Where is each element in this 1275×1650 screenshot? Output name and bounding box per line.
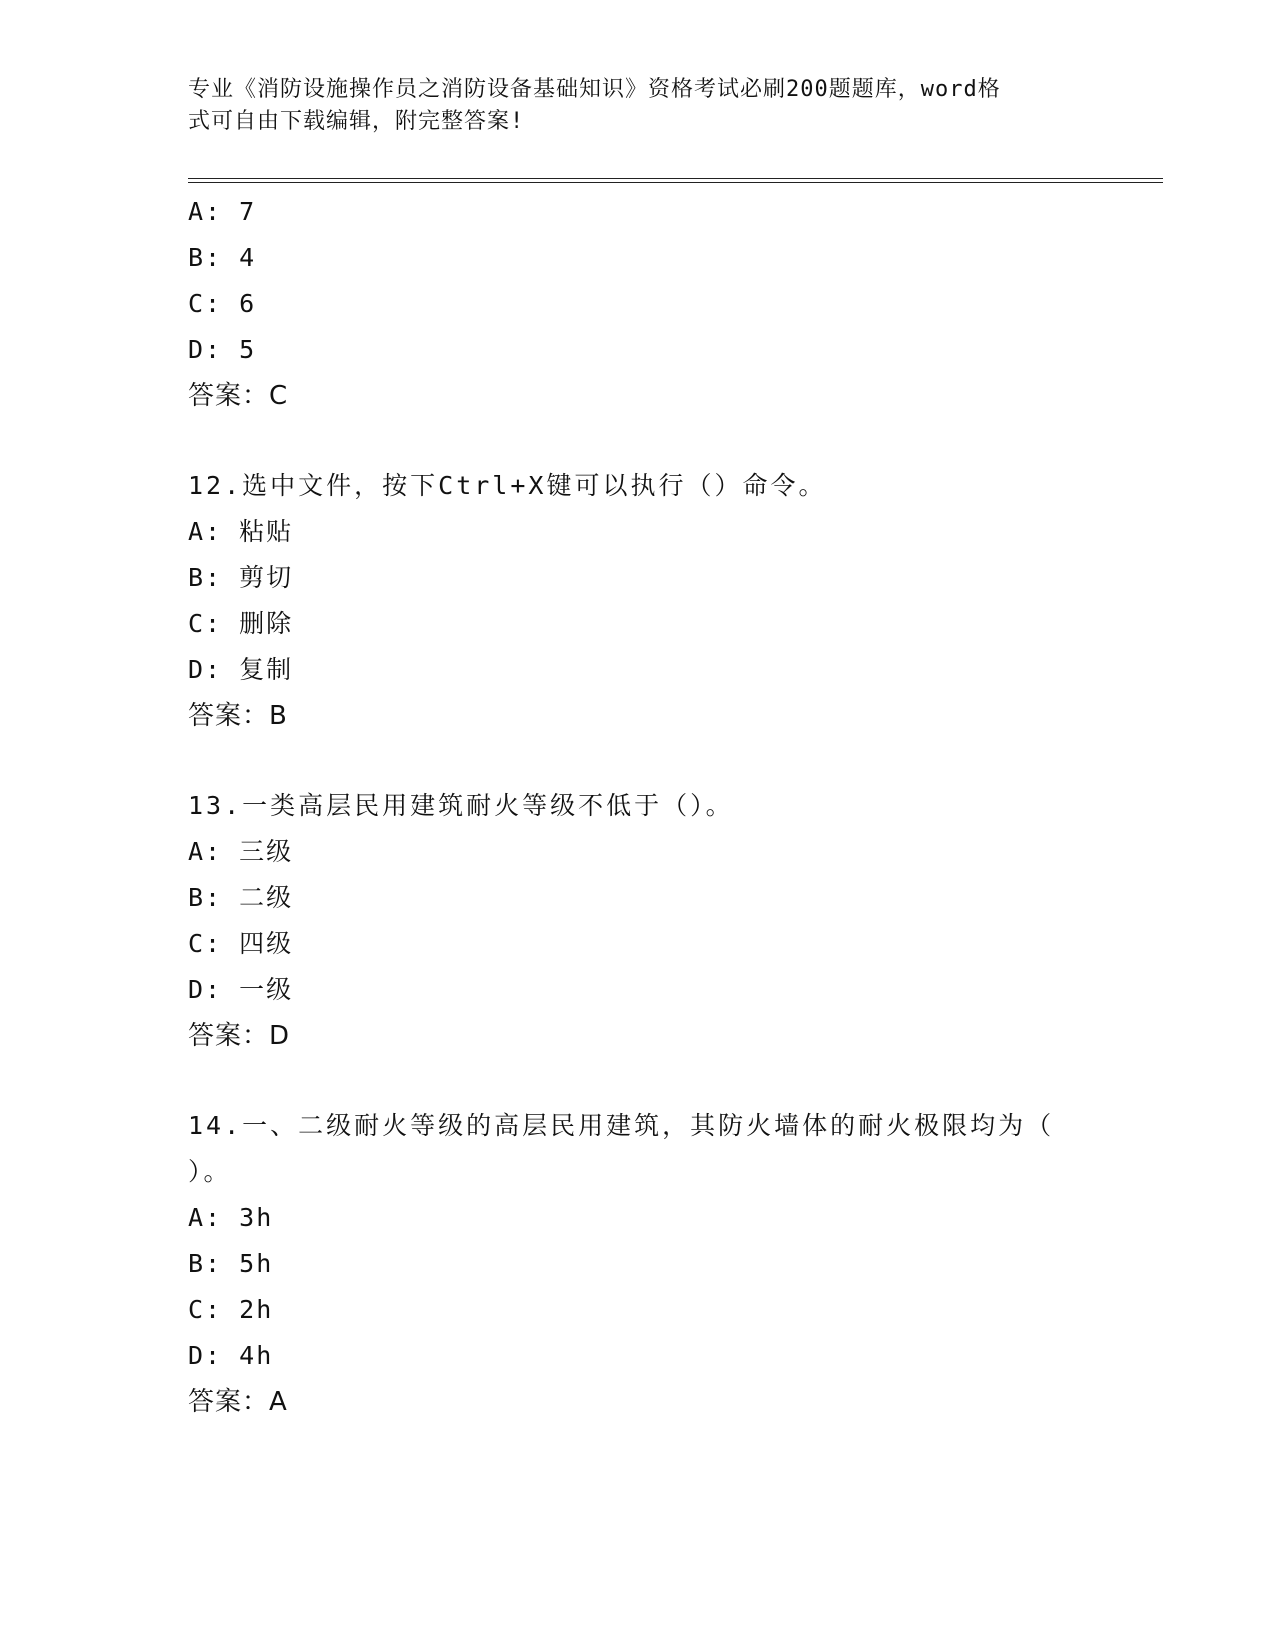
question-text: 13.一类高层民用建筑耐火等级不低于（）。 xyxy=(188,791,734,820)
answer-line: 答案：A xyxy=(188,1387,288,1417)
option-d: D: 复制 xyxy=(188,655,294,684)
option-d: D: 5 xyxy=(188,335,257,364)
header-double-rule xyxy=(188,178,1163,183)
option-c: C: 2h xyxy=(188,1295,274,1324)
header-line-1: 专业《消防设施操作员之消防设备基础知识》资格考试必刷200题题库，word格 xyxy=(188,77,1001,102)
option-c: C: 四级 xyxy=(188,929,294,958)
question-fragment xyxy=(188,189,1088,419)
answer-line: 答案：C xyxy=(188,381,289,411)
answer-line: 答案：D xyxy=(188,1021,291,1051)
option-b: B: 4 xyxy=(188,243,257,272)
question-text: 12.选中文件，按下Ctrl+X键可以执行（）命令。 xyxy=(188,471,827,500)
question-13 xyxy=(188,783,1088,1059)
option-d: D: 4h xyxy=(188,1341,274,1370)
option-c: C: 删除 xyxy=(188,609,294,638)
option-b: B: 剪切 xyxy=(188,563,294,592)
option-a: A: 三级 xyxy=(188,837,294,866)
option-b: B: 5h xyxy=(188,1249,274,1278)
option-a: A: 粘贴 xyxy=(188,517,294,546)
question-12 xyxy=(188,463,1088,739)
option-b: B: 二级 xyxy=(188,883,294,912)
document-header xyxy=(188,74,1068,138)
option-d: D: 一级 xyxy=(188,975,294,1004)
option-c: C: 6 xyxy=(188,289,257,318)
question-text-line-1: 14.一、二级耐火等级的高层民用建筑，其防火墙体的耐火极限均为（ xyxy=(188,1111,1055,1140)
question-list xyxy=(188,189,1088,1425)
question-text-line-2: ）。 xyxy=(188,1157,232,1186)
option-a: A: 3h xyxy=(188,1203,274,1232)
header-line-2: 式可自由下载编辑，附完整答案! xyxy=(188,109,525,134)
question-14 xyxy=(188,1103,1088,1425)
answer-line: 答案：B xyxy=(188,701,288,731)
option-a: A: 7 xyxy=(188,197,257,226)
